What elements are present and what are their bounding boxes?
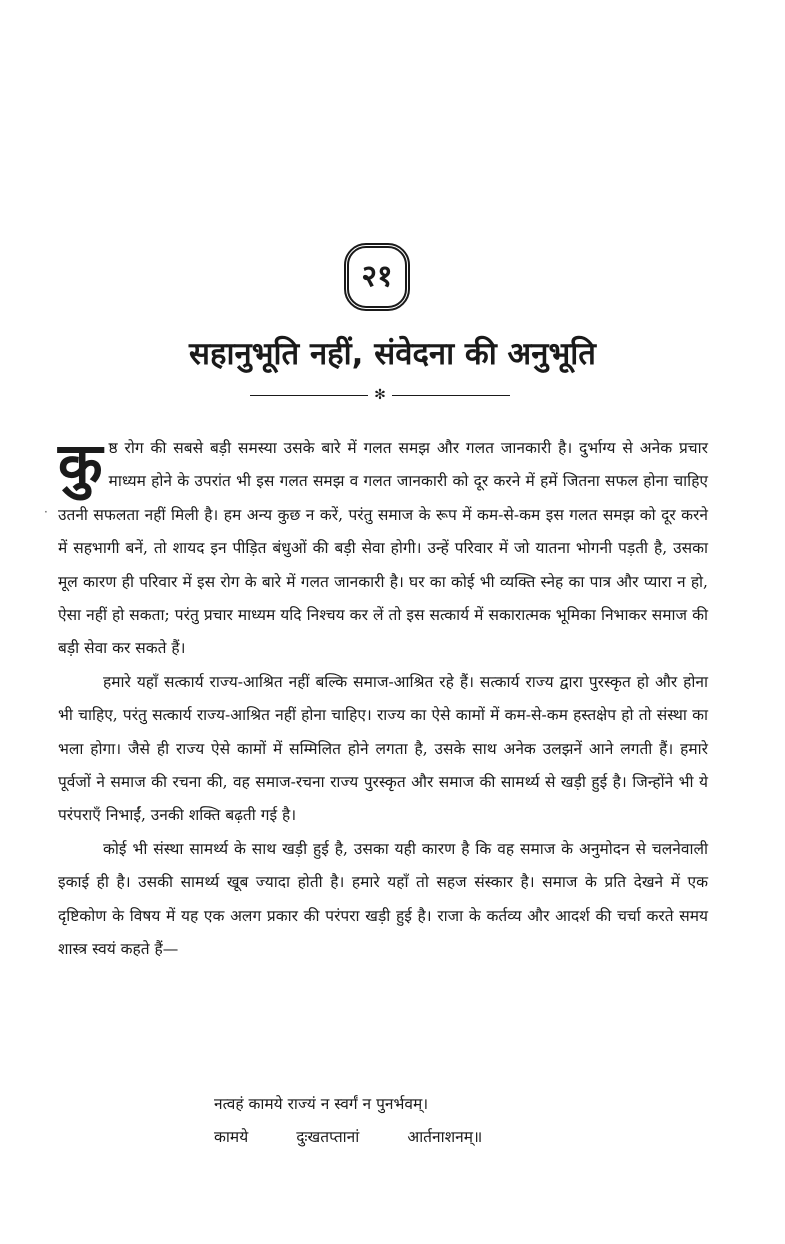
sanskrit-verse (214, 1088, 594, 1154)
paragraph-1-text: ष्ठ रोग की सबसे बड़ी समस्या उसके बारे में गलत समझ और गलत जानकारी है। दुर्भाग्य से अनेक प्रचार माध्यम होने के उपरांत भी इस गलत समझ व गलत जानकारी को दूर करने में हमें जितना सफल होना चाहिए उतनी सफलता नहीं मिली है। हम अन्य कुछ न करें, परंतु समाज के रूप में कम-से-कम इस गलत समझ को दूर करने में सहभागी बनें, तो शायद इन पीड़ित बंधुओं की बड़ी सेवा होगी। उन्हें परिवार में जो यातना भोगनी पड़ती है, उसका मूल कारण ही परिवार में इस रोग के बारे में गलत जानकारी है। घर का कोई भी व्यक्ति स्नेह का पात्र और प्यारा न हो, ऐसा नहीं हो सकता; परंतु प्रचार माध्यम यदि निश्चय कर लें तो इस सत्कार्य में सकारात्मक भूमिका निभाकर समाज की बड़ी सेवा कर सकते हैं। (58, 439, 708, 658)
verse-line-2-part-2: दुःखतप्तानां (296, 1128, 360, 1146)
verse-line-2-part-1: कामये (214, 1128, 249, 1146)
paragraph-2: हमारे यहाँ सत्कार्य राज्य-आश्रित नहीं बल्कि समाज-आश्रित रहे हैं। सत्कार्य राज्य द्वारा पुरस्कृत हो और होना भी चाहिए, परंतु सत्कार्य राज्य-आश्रित नहीं होना चाहिए। राज्य का ऐसे कामों में कम-से-कम हस्तक्षेप हो तो संस्था का भला होगा। जैसे ही राज्य ऐसे कामों में सम्मिलित होने लगता है, उसके साथ अनेक उलझनें आने लगती हैं। हमारे पूर्वजों ने समाज की रचना की, वह समाज-रचना राज्य पुरस्कृत और समाज की सामर्थ्य से खड़ी हुई है। जिन्होंने भी ये परंपराएँ निभाईं, उनकी शक्ति बढ़ती गई है। (58, 672, 708, 825)
chapter-number: २१ (361, 259, 393, 294)
margin-mark: · (44, 505, 48, 519)
chapter-title: सहानुभूति नहीं, संवेदना की अनुभूति (189, 336, 596, 372)
verse-line-2-part-3: आर्तनाशनम्॥ (407, 1128, 483, 1146)
chapter-number-badge (344, 243, 410, 311)
verse-line-2 (214, 1121, 594, 1154)
ornament-star-icon: ✻ (374, 387, 386, 403)
verse-line-1: नत्वहं कामये राज्यं न स्वर्गं न पुनर्भवम्। (214, 1095, 429, 1113)
body-text (58, 432, 708, 967)
paragraph-3: कोई भी संस्था सामर्थ्य के साथ खड़ी हुई है, उसका यही कारण है कि वह समाज के अनुमोदन से चलनेवाली इकाई ही है। उसकी सामर्थ्य खूब ज्यादा होती है। हमारे यहाँ तो सहज संस्कार है। समाज के प्रति देखने में एक दृष्टिकोण के विषय में यह एक अलग प्रकार की परंपरा खड़ी हुई है। राजा के कर्तव्य और आदर्श की चर्चा करते समय शास्त्र स्वयं कहते हैं— (58, 839, 708, 959)
paragraph-1 (58, 432, 708, 666)
ornament-line-right (392, 395, 510, 396)
ornament-line-left (250, 395, 368, 396)
drop-cap: कु (58, 430, 103, 498)
title-ornament (245, 387, 515, 403)
